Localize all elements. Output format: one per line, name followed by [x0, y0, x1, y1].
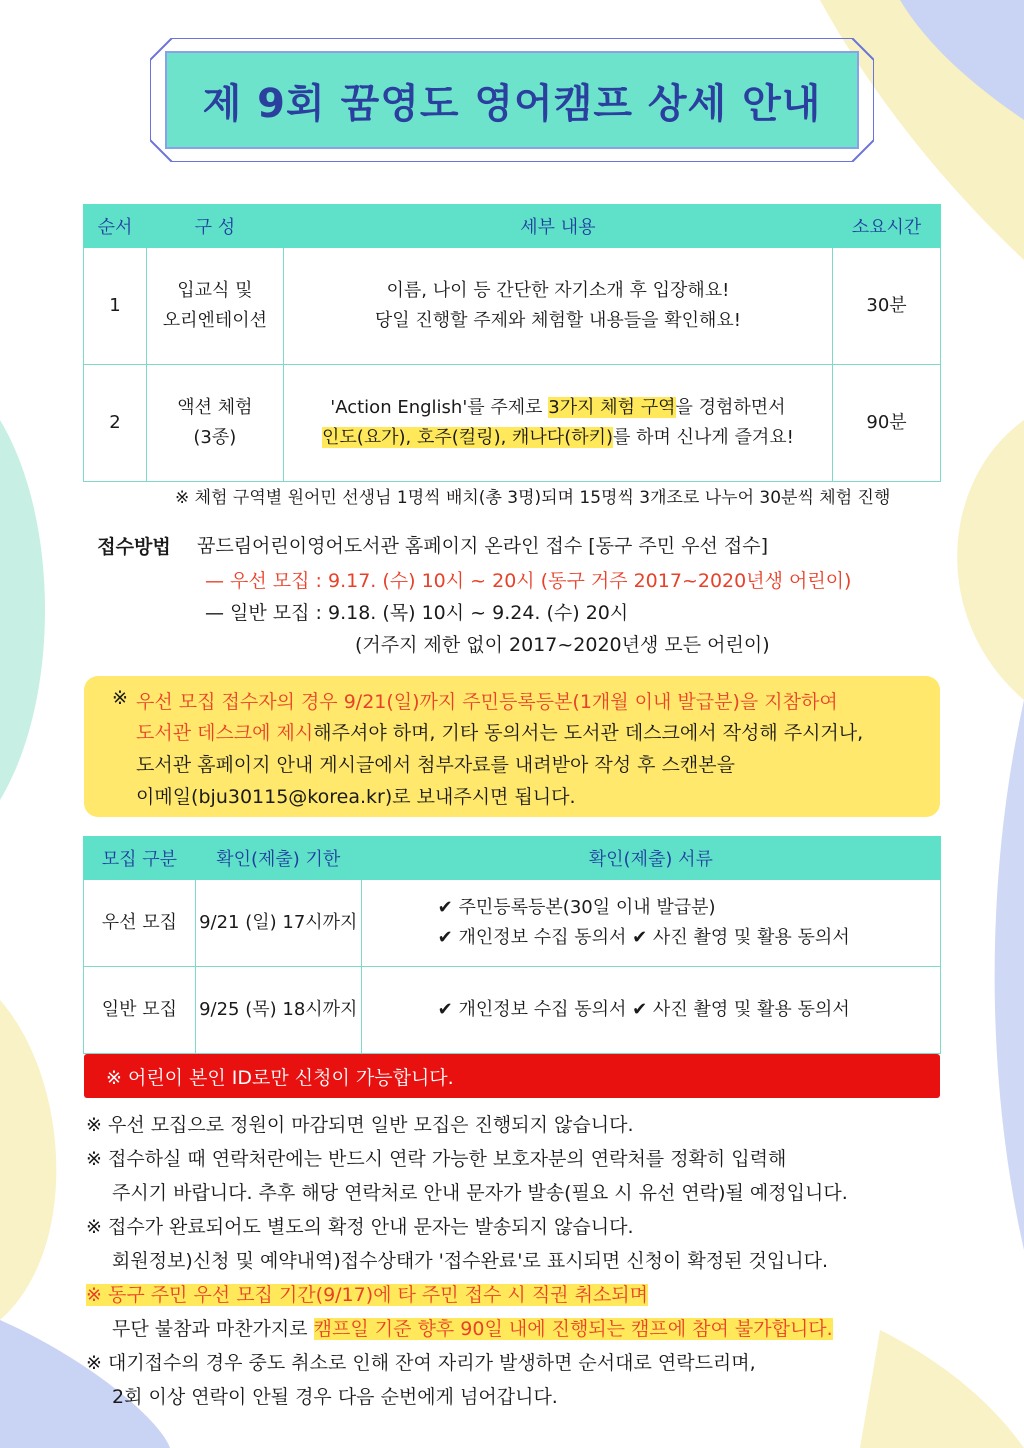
detail-cell: [283, 248, 832, 365]
component-line: 액션 체험: [177, 397, 253, 418]
col-deadline: 확인(제출) 기한: [195, 837, 361, 880]
col-order: 순서: [84, 205, 147, 248]
col-component: 구 성: [146, 205, 283, 248]
general-period-note: (거주지 제한 없이 2017~2020년생 모든 어린이): [355, 634, 770, 656]
notice-mark: ※: [112, 687, 128, 709]
col-type: 모집 구분: [84, 837, 196, 880]
note-line: 회원정보)신청 및 예약내역)접수상태가 '접수완료'로 표시되면 신청이 확정된 것입니다.: [112, 1250, 828, 1272]
col-docs: 확인(제출) 서류: [361, 837, 940, 880]
detail-cell: [283, 365, 832, 482]
note-line: [86, 1280, 648, 1307]
component-line: 오리엔테이션: [162, 310, 268, 331]
highlight-text: 3가지 체험 구역: [548, 397, 676, 418]
documents-table: [83, 836, 941, 1054]
note-red-highlight: ※ 동구 주민 우선 모집 기간(9/17)에 타 주민 접수 시 직권 취소되며: [86, 1284, 648, 1306]
docs-line: ✔ 개인정보 수집 동의서 ✔ 사진 촬영 및 활용 동의서: [437, 927, 850, 948]
highlight-text: 인도(요가), 호주(컬링), 캐나다(하키): [321, 427, 614, 448]
notice-line: 도서관 홈페이지 안내 게시글에서 첨부자료를 내려받아 작성 후 스캔본을: [136, 754, 735, 776]
note-red-highlight: 캠프일 기준 향후 90일 내에 진행되는 캠프에 참여 불가합니다.: [313, 1318, 833, 1340]
schedule-note: ※ 체험 구역별 원어민 선생님 1명씩 배치(총 3명)되며 15명씩 3개조로 나누어 30분씩 체험 진행: [175, 488, 891, 508]
deadline-cell: 9/21 (일) 17시까지: [195, 880, 361, 967]
note-line: ※ 우선 모집으로 정원이 마감되면 일반 모집은 진행되지 않습니다.: [86, 1114, 634, 1136]
docs-cell: [361, 880, 940, 967]
docs-line: ✔ 주민등록등본(30일 이내 발급분): [437, 897, 716, 918]
docs-cell: [361, 967, 940, 1054]
priority-period: — 우선 모집 : 9.17. (수) 10시 ~ 20시 (동구 거주 2017~2020년생 어린이): [205, 570, 852, 592]
order-cell: 2: [84, 365, 147, 482]
detail-line: 이름, 나이 등 간단한 자기소개 후 입장해요!: [386, 280, 730, 301]
schedule-header-row: [84, 205, 941, 248]
note-line: 주시기 바랍니다. 추후 해당 연락처로 안내 문자가 발송(필요 시 유선 연락)될 예정입니다.: [112, 1182, 848, 1204]
notice-line: 우선 모집 접수자의 경우 9/21(일)까지 주민등록등본(1개월 이내 발급분)을 지참하여: [136, 691, 838, 713]
table-row: [84, 248, 941, 365]
order-cell: 1: [84, 248, 147, 365]
notice-line: [136, 718, 863, 745]
note-line: [112, 1314, 833, 1341]
component-cell: [146, 248, 283, 365]
col-time: 소요시간: [833, 205, 941, 248]
notice-red-text: 도서관 데스크에 제시: [136, 722, 314, 744]
detail-text: 'Action English'를 주제로: [330, 397, 549, 418]
detail-text: 을 경험하면서: [675, 397, 786, 418]
note-line: ※ 대기접수의 경우 중도 취소로 인해 잔여 자리가 발생하면 순서대로 연락드리며,: [86, 1352, 756, 1374]
docs-line: ✔ 개인정보 수집 동의서 ✔ 사진 촬영 및 활용 동의서: [437, 999, 850, 1020]
time-cell: 30분: [833, 248, 941, 365]
deadline-cell: 9/25 (목) 18시까지: [195, 967, 361, 1054]
time-cell: 90분: [833, 365, 941, 482]
note-text: 무단 불참과 마찬가지로: [112, 1318, 314, 1340]
general-period: — 일반 모집 : 9.18. (목) 10시 ~ 9.24. (수) 20시: [205, 602, 629, 624]
table-row: [84, 967, 941, 1054]
table-row: [84, 365, 941, 482]
registration-label: 접수방법: [84, 530, 184, 560]
page-title: 제 9회 꿈영도 영어캠프 상세 안내: [202, 80, 822, 127]
component-line: (3종): [193, 427, 237, 448]
id-only-banner: ※ 어린이 본인 ID로만 신청이 가능합니다.: [84, 1054, 940, 1098]
table-row: [84, 880, 941, 967]
detail-text: 를 하며 신나게 즐겨요!: [613, 427, 794, 448]
notice-text: 해주셔야 하며, 기타 동의서는 도서관 데스크에서 작성해 주시거나,: [313, 722, 864, 744]
title-banner: [150, 38, 874, 162]
detail-line: 당일 진행할 주제와 체험할 내용들을 확인해요!: [374, 310, 742, 331]
note-line: ※ 접수하실 때 연락처란에는 반드시 연락 가능한 보호자분의 연락처를 정확히 입력해: [86, 1148, 787, 1170]
type-cell: 우선 모집: [84, 880, 196, 967]
schedule-table: [83, 204, 941, 482]
documents-header-row: [84, 837, 941, 880]
notice-line: 이메일(bju30115@korea.kr)로 보내주시면 됩니다.: [136, 786, 576, 808]
note-line: ※ 접수가 완료되어도 별도의 확정 안내 문자는 발송되지 않습니다.: [86, 1216, 634, 1238]
component-cell: [146, 365, 283, 482]
registration-method: 꿈드림어린이영어도서관 홈페이지 온라인 접수 [동구 주민 우선 접수]: [197, 535, 769, 557]
col-detail: 세부 내용: [283, 205, 832, 248]
note-line: 2회 이상 연락이 안될 경우 다음 순번에게 넘어갑니다.: [112, 1386, 558, 1408]
type-cell: 일반 모집: [84, 967, 196, 1054]
component-line: 입교식 및: [177, 280, 253, 301]
